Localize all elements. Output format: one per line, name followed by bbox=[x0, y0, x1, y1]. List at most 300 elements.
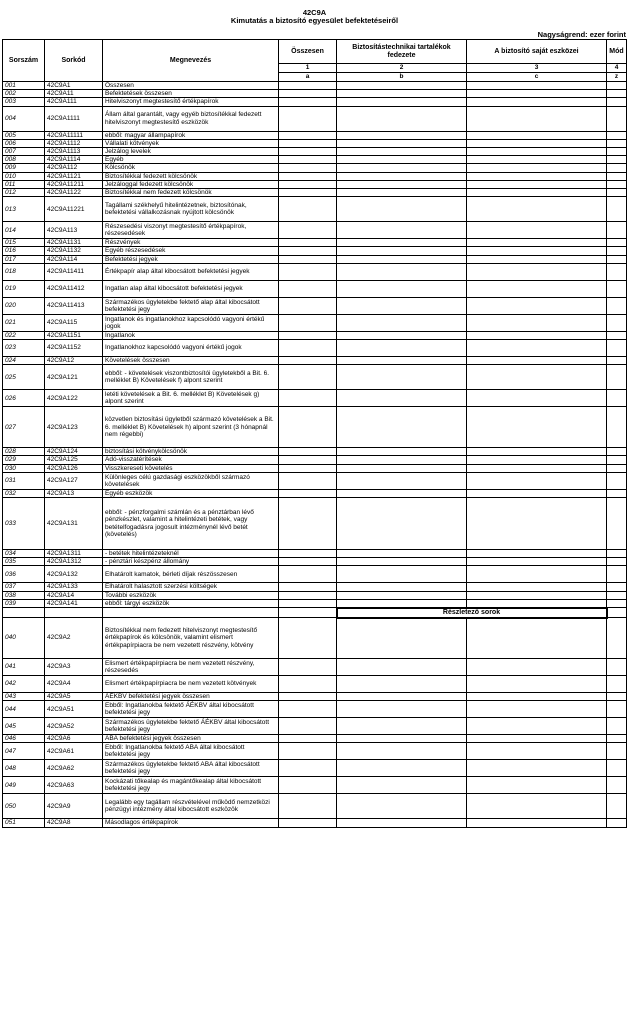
cell-tartalekok[interactable] bbox=[337, 297, 467, 314]
table-row bbox=[3, 489, 627, 497]
row-number: 010 bbox=[3, 172, 45, 180]
cell-sajat[interactable] bbox=[467, 390, 607, 407]
cell-osszesen[interactable] bbox=[279, 189, 337, 197]
cell-tartalekok[interactable] bbox=[337, 743, 467, 760]
cell-mod[interactable] bbox=[607, 583, 627, 591]
cell-osszesen[interactable] bbox=[279, 239, 337, 247]
row-name: Ingatlanokhoz kapcsolódó vagyoni értékű jogok bbox=[103, 340, 279, 357]
cell-sajat[interactable] bbox=[467, 489, 607, 497]
cell-osszesen[interactable] bbox=[279, 464, 337, 472]
cell-tartalekok[interactable] bbox=[337, 164, 467, 172]
table-row bbox=[3, 558, 627, 566]
cell-mod[interactable] bbox=[607, 448, 627, 456]
cell-osszesen[interactable] bbox=[279, 197, 337, 222]
cell-sajat[interactable] bbox=[467, 659, 607, 676]
cell-osszesen[interactable] bbox=[279, 777, 337, 794]
cell-sajat[interactable] bbox=[467, 550, 607, 558]
cell-osszesen[interactable] bbox=[279, 331, 337, 339]
cell-tartalekok[interactable] bbox=[337, 247, 467, 255]
cell-osszesen[interactable] bbox=[279, 693, 337, 701]
cell-osszesen[interactable] bbox=[279, 156, 337, 164]
cell-mod[interactable] bbox=[607, 718, 627, 735]
cell-mod[interactable] bbox=[607, 676, 627, 693]
cell-osszesen[interactable] bbox=[279, 172, 337, 180]
row-number: 004 bbox=[3, 106, 45, 131]
cell-tartalekok[interactable] bbox=[337, 390, 467, 407]
row-code: 42C9A11211 bbox=[45, 180, 103, 188]
cell-osszesen[interactable] bbox=[279, 566, 337, 583]
row-number: 037 bbox=[3, 583, 45, 591]
col-num-4: 4 bbox=[607, 64, 627, 73]
cell-tartalekok[interactable] bbox=[337, 489, 467, 497]
cell-tartalekok[interactable] bbox=[337, 280, 467, 297]
cell-tartalekok[interactable] bbox=[337, 197, 467, 222]
cell-tartalekok[interactable] bbox=[337, 131, 467, 139]
cell-sajat[interactable] bbox=[467, 558, 607, 566]
detail-header-row bbox=[3, 608, 627, 618]
cell-osszesen[interactable] bbox=[279, 148, 337, 156]
row-number: 032 bbox=[3, 489, 45, 497]
row-name: Kockázati tőkealap és magántőkealap által kibocsátott befektetési jegy bbox=[103, 777, 279, 794]
col-num-2: 2 bbox=[337, 64, 467, 73]
table-row bbox=[3, 156, 627, 164]
cell-osszesen[interactable] bbox=[279, 98, 337, 106]
cell-sajat[interactable] bbox=[467, 743, 607, 760]
cell-osszesen[interactable] bbox=[279, 255, 337, 263]
cell-tartalekok[interactable] bbox=[337, 760, 467, 777]
cell-mod[interactable] bbox=[607, 760, 627, 777]
cell-sajat[interactable] bbox=[467, 98, 607, 106]
cell-osszesen[interactable] bbox=[279, 760, 337, 777]
cell-osszesen[interactable] bbox=[279, 365, 337, 390]
cell-mod[interactable] bbox=[607, 599, 627, 607]
cell-sajat[interactable] bbox=[467, 90, 607, 98]
cell-tartalekok[interactable] bbox=[337, 693, 467, 701]
row-name: Visszkereseti követelés bbox=[103, 464, 279, 472]
row-number: 003 bbox=[3, 98, 45, 106]
cell-mod[interactable] bbox=[607, 297, 627, 314]
cell-mod[interactable] bbox=[607, 701, 627, 718]
cell-tartalekok[interactable] bbox=[337, 498, 467, 550]
table-body bbox=[3, 82, 627, 828]
cell-sajat[interactable] bbox=[467, 148, 607, 156]
cell-mod[interactable] bbox=[607, 693, 627, 701]
col-num-3: 3 bbox=[467, 64, 607, 73]
table-row bbox=[3, 314, 627, 331]
row-name: Biztosítékkal nem fedezett kölcsönök bbox=[103, 189, 279, 197]
cell-osszesen[interactable] bbox=[279, 819, 337, 827]
cell-mod[interactable] bbox=[607, 357, 627, 365]
cell-osszesen[interactable] bbox=[279, 82, 337, 90]
cell-mod[interactable] bbox=[607, 735, 627, 743]
cell-sajat[interactable] bbox=[467, 618, 607, 659]
row-code: 42C9A61 bbox=[45, 743, 103, 760]
cell-sajat[interactable] bbox=[467, 464, 607, 472]
row-number: 015 bbox=[3, 239, 45, 247]
row-name: Legalább egy tagállam részvételével működő nemzetközi pénzügyi intézmény által kibocsátott eszközök bbox=[103, 794, 279, 819]
cell-osszesen[interactable] bbox=[279, 448, 337, 456]
col-osszesen: Összesen bbox=[279, 40, 337, 64]
row-number: 026 bbox=[3, 390, 45, 407]
cell-mod[interactable] bbox=[607, 189, 627, 197]
cell-sajat[interactable] bbox=[467, 180, 607, 188]
table-row bbox=[3, 222, 627, 239]
cell-sajat[interactable] bbox=[467, 456, 607, 464]
col-sorkod: Sorkód bbox=[45, 40, 103, 82]
cell-osszesen[interactable] bbox=[279, 280, 337, 297]
cell-sajat[interactable] bbox=[467, 693, 607, 701]
gap-cell bbox=[45, 608, 103, 618]
cell-osszesen[interactable] bbox=[279, 583, 337, 591]
cell-mod[interactable] bbox=[607, 558, 627, 566]
row-code: 42C9A115 bbox=[45, 314, 103, 331]
cell-sajat[interactable] bbox=[467, 156, 607, 164]
row-code: 42C9A111 bbox=[45, 98, 103, 106]
cell-sajat[interactable] bbox=[467, 239, 607, 247]
cell-osszesen[interactable] bbox=[279, 90, 337, 98]
row-number: 029 bbox=[3, 456, 45, 464]
row-code: 42C9A1113 bbox=[45, 148, 103, 156]
cell-tartalekok[interactable] bbox=[337, 98, 467, 106]
cell-osszesen[interactable] bbox=[279, 180, 337, 188]
cell-sajat[interactable] bbox=[467, 357, 607, 365]
cell-tartalekok[interactable] bbox=[337, 156, 467, 164]
cell-tartalekok[interactable] bbox=[337, 139, 467, 147]
cell-sajat[interactable] bbox=[467, 340, 607, 357]
row-code: 42C9A11413 bbox=[45, 297, 103, 314]
cell-tartalekok[interactable] bbox=[337, 106, 467, 131]
row-number: 011 bbox=[3, 180, 45, 188]
cell-tartalekok[interactable] bbox=[337, 189, 467, 197]
cell-mod[interactable] bbox=[607, 172, 627, 180]
row-code: 42C9A63 bbox=[45, 777, 103, 794]
row-number: 041 bbox=[3, 659, 45, 676]
cell-mod[interactable] bbox=[607, 550, 627, 558]
cell-sajat[interactable] bbox=[467, 131, 607, 139]
cell-osszesen[interactable] bbox=[279, 222, 337, 239]
cell-tartalekok[interactable] bbox=[337, 90, 467, 98]
cell-tartalekok[interactable] bbox=[337, 659, 467, 676]
cell-osszesen[interactable] bbox=[279, 718, 337, 735]
row-name: Adó-visszatérítések bbox=[103, 456, 279, 464]
table-row bbox=[3, 189, 627, 197]
cell-sajat[interactable] bbox=[467, 82, 607, 90]
table-row bbox=[3, 735, 627, 743]
cell-sajat[interactable] bbox=[467, 263, 607, 280]
cell-osszesen[interactable] bbox=[279, 599, 337, 607]
row-number: 044 bbox=[3, 701, 45, 718]
cell-tartalekok[interactable] bbox=[337, 148, 467, 156]
row-number: 034 bbox=[3, 550, 45, 558]
cell-sajat[interactable] bbox=[467, 172, 607, 180]
row-code: 42C9A51 bbox=[45, 701, 103, 718]
cell-mod[interactable] bbox=[607, 659, 627, 676]
cell-tartalekok[interactable] bbox=[337, 550, 467, 558]
table-row bbox=[3, 331, 627, 339]
cell-sajat[interactable] bbox=[467, 222, 607, 239]
cell-sajat[interactable] bbox=[467, 472, 607, 489]
row-name: ÁÉKBV befektetési jegyek összesen bbox=[103, 693, 279, 701]
cell-sajat[interactable] bbox=[467, 777, 607, 794]
cell-mod[interactable] bbox=[607, 222, 627, 239]
cell-sajat[interactable] bbox=[467, 701, 607, 718]
cell-osszesen[interactable] bbox=[279, 314, 337, 331]
row-number: 022 bbox=[3, 331, 45, 339]
table-row bbox=[3, 255, 627, 263]
table-row bbox=[3, 297, 627, 314]
row-code: 42C9A1112 bbox=[45, 139, 103, 147]
row-number: 036 bbox=[3, 566, 45, 583]
table-row bbox=[3, 701, 627, 718]
cell-osszesen[interactable] bbox=[279, 701, 337, 718]
cell-mod[interactable] bbox=[607, 314, 627, 331]
table-row bbox=[3, 472, 627, 489]
cell-tartalekok[interactable] bbox=[337, 718, 467, 735]
cell-sajat[interactable] bbox=[467, 255, 607, 263]
cell-osszesen[interactable] bbox=[279, 550, 337, 558]
row-code: 42C9A1121 bbox=[45, 172, 103, 180]
cell-mod[interactable] bbox=[607, 239, 627, 247]
row-number: 017 bbox=[3, 255, 45, 263]
cell-mod[interactable] bbox=[607, 90, 627, 98]
row-code: 42C9A9 bbox=[45, 794, 103, 819]
cell-mod[interactable] bbox=[607, 464, 627, 472]
table-row bbox=[3, 390, 627, 407]
row-number: 001 bbox=[3, 82, 45, 90]
cell-tartalekok[interactable] bbox=[337, 407, 467, 448]
cell-mod[interactable] bbox=[607, 98, 627, 106]
cell-sajat[interactable] bbox=[467, 197, 607, 222]
row-name: Másodlagos értékpapírok bbox=[103, 819, 279, 827]
row-name: Részvények bbox=[103, 239, 279, 247]
cell-osszesen[interactable] bbox=[279, 498, 337, 550]
cell-osszesen[interactable] bbox=[279, 659, 337, 676]
table-row bbox=[3, 106, 627, 131]
cell-tartalekok[interactable] bbox=[337, 599, 467, 607]
row-number: 014 bbox=[3, 222, 45, 239]
cell-sajat[interactable] bbox=[467, 407, 607, 448]
cell-mod[interactable] bbox=[607, 390, 627, 407]
cell-tartalekok[interactable] bbox=[337, 701, 467, 718]
cell-mod[interactable] bbox=[607, 139, 627, 147]
cell-mod[interactable] bbox=[607, 365, 627, 390]
row-code: 42C9A2 bbox=[45, 618, 103, 659]
row-name: ebből: magyar állampapírok bbox=[103, 131, 279, 139]
cell-tartalekok[interactable] bbox=[337, 464, 467, 472]
cell-tartalekok[interactable] bbox=[337, 448, 467, 456]
cell-osszesen[interactable] bbox=[279, 357, 337, 365]
cell-mod[interactable] bbox=[607, 263, 627, 280]
cell-mod[interactable] bbox=[607, 255, 627, 263]
cell-mod[interactable] bbox=[607, 819, 627, 827]
cell-mod[interactable] bbox=[607, 743, 627, 760]
cell-osszesen[interactable] bbox=[279, 106, 337, 131]
cell-osszesen[interactable] bbox=[279, 618, 337, 659]
cell-tartalekok[interactable] bbox=[337, 365, 467, 390]
row-code: 42C9A11221 bbox=[45, 197, 103, 222]
row-number: 046 bbox=[3, 735, 45, 743]
form-code: 42C9A bbox=[302, 8, 327, 17]
cell-mod[interactable] bbox=[607, 106, 627, 131]
cell-sajat[interactable] bbox=[467, 566, 607, 583]
cell-sajat[interactable] bbox=[467, 794, 607, 819]
cell-mod[interactable] bbox=[607, 197, 627, 222]
table-row bbox=[3, 448, 627, 456]
cell-osszesen[interactable] bbox=[279, 164, 337, 172]
cell-osszesen[interactable] bbox=[279, 794, 337, 819]
cell-sajat[interactable] bbox=[467, 819, 607, 827]
cell-sajat[interactable] bbox=[467, 365, 607, 390]
cell-tartalekok[interactable] bbox=[337, 357, 467, 365]
cell-sajat[interactable] bbox=[467, 280, 607, 297]
cell-osszesen[interactable] bbox=[279, 591, 337, 599]
row-number: 039 bbox=[3, 599, 45, 607]
cell-mod[interactable] bbox=[607, 156, 627, 164]
row-name: Hitelviszonyt megtestesítő értékpapírok bbox=[103, 98, 279, 106]
cell-tartalekok[interactable] bbox=[337, 255, 467, 263]
cell-tartalekok[interactable] bbox=[337, 583, 467, 591]
row-name: Egyéb részesedések bbox=[103, 247, 279, 255]
cell-sajat[interactable] bbox=[467, 735, 607, 743]
cell-osszesen[interactable] bbox=[279, 558, 337, 566]
cell-mod[interactable] bbox=[607, 591, 627, 599]
cell-tartalekok[interactable] bbox=[337, 472, 467, 489]
cell-mod[interactable] bbox=[607, 456, 627, 464]
cell-tartalekok[interactable] bbox=[337, 331, 467, 339]
cell-mod[interactable] bbox=[607, 489, 627, 497]
cell-osszesen[interactable] bbox=[279, 456, 337, 464]
cell-tartalekok[interactable] bbox=[337, 456, 467, 464]
cell-mod[interactable] bbox=[607, 131, 627, 139]
cell-osszesen[interactable] bbox=[279, 735, 337, 743]
row-number: 051 bbox=[3, 819, 45, 827]
cell-mod[interactable] bbox=[607, 566, 627, 583]
cell-osszesen[interactable] bbox=[279, 676, 337, 693]
cell-tartalekok[interactable] bbox=[337, 558, 467, 566]
row-code: 42C9A52 bbox=[45, 718, 103, 735]
cell-osszesen[interactable] bbox=[279, 489, 337, 497]
cell-tartalekok[interactable] bbox=[337, 566, 467, 583]
cell-sajat[interactable] bbox=[467, 331, 607, 339]
cell-osszesen[interactable] bbox=[279, 297, 337, 314]
cell-sajat[interactable] bbox=[467, 760, 607, 777]
row-name: Származékos ügyletekbe fektető ABA által kibocsátott befektetési jegy bbox=[103, 760, 279, 777]
row-code: 42C9A5 bbox=[45, 693, 103, 701]
cell-sajat[interactable] bbox=[467, 583, 607, 591]
cell-tartalekok[interactable] bbox=[337, 180, 467, 188]
cell-sajat[interactable] bbox=[467, 297, 607, 314]
cell-tartalekok[interactable] bbox=[337, 618, 467, 659]
cell-mod[interactable] bbox=[607, 280, 627, 297]
detail-section-title: Részletező sorok bbox=[337, 608, 607, 618]
table-row bbox=[3, 131, 627, 139]
cell-sajat[interactable] bbox=[467, 448, 607, 456]
row-name: - betétek hitelintézeteknél bbox=[103, 550, 279, 558]
cell-osszesen[interactable] bbox=[279, 247, 337, 255]
cell-mod[interactable] bbox=[607, 498, 627, 550]
cell-sajat[interactable] bbox=[467, 591, 607, 599]
cell-tartalekok[interactable] bbox=[337, 172, 467, 180]
cell-osszesen[interactable] bbox=[279, 139, 337, 147]
row-name: Értékpapír alap által kibocsátott befektetési jegyek bbox=[103, 263, 279, 280]
cell-sajat[interactable] bbox=[467, 189, 607, 197]
cell-osszesen[interactable] bbox=[279, 131, 337, 139]
row-code: 42C9A1312 bbox=[45, 558, 103, 566]
table-row bbox=[3, 180, 627, 188]
cell-tartalekok[interactable] bbox=[337, 263, 467, 280]
table-row bbox=[3, 139, 627, 147]
cell-tartalekok[interactable] bbox=[337, 340, 467, 357]
cell-mod[interactable] bbox=[607, 247, 627, 255]
cell-tartalekok[interactable] bbox=[337, 591, 467, 599]
cell-mod[interactable] bbox=[607, 331, 627, 339]
table-row bbox=[3, 464, 627, 472]
cell-sajat[interactable] bbox=[467, 599, 607, 607]
row-name: Származékos ügyletekbe fektető alap által kibocsátott befektetési jegy bbox=[103, 297, 279, 314]
cell-sajat[interactable] bbox=[467, 676, 607, 693]
row-code: 42C9A113 bbox=[45, 222, 103, 239]
row-name: - pénztári készpénz állomány bbox=[103, 558, 279, 566]
cell-osszesen[interactable] bbox=[279, 263, 337, 280]
cell-sajat[interactable] bbox=[467, 106, 607, 131]
cell-mod[interactable] bbox=[607, 407, 627, 448]
cell-mod[interactable] bbox=[607, 82, 627, 90]
cell-mod[interactable] bbox=[607, 618, 627, 659]
row-name: Jelzálog levelek bbox=[103, 148, 279, 156]
cell-tartalekok[interactable] bbox=[337, 777, 467, 794]
cell-tartalekok[interactable] bbox=[337, 794, 467, 819]
cell-sajat[interactable] bbox=[467, 247, 607, 255]
cell-tartalekok[interactable] bbox=[337, 735, 467, 743]
cell-sajat[interactable] bbox=[467, 139, 607, 147]
row-name: Elhatárolt kamatok, bérleti díjak részösszesen bbox=[103, 566, 279, 583]
cell-sajat[interactable] bbox=[467, 718, 607, 735]
cell-mod[interactable] bbox=[607, 777, 627, 794]
cell-mod[interactable] bbox=[607, 794, 627, 819]
cell-osszesen[interactable] bbox=[279, 743, 337, 760]
row-code: 42C9A62 bbox=[45, 760, 103, 777]
cell-tartalekok[interactable] bbox=[337, 82, 467, 90]
cell-tartalekok[interactable] bbox=[337, 239, 467, 247]
cell-tartalekok[interactable] bbox=[337, 222, 467, 239]
cell-mod[interactable] bbox=[607, 180, 627, 188]
cell-tartalekok[interactable] bbox=[337, 676, 467, 693]
cell-sajat[interactable] bbox=[467, 314, 607, 331]
row-code: 42C9A126 bbox=[45, 464, 103, 472]
row-name: Elismert értékpapírpiacra be nem vezetett részvény, részesedés bbox=[103, 659, 279, 676]
cell-tartalekok[interactable] bbox=[337, 314, 467, 331]
cell-mod[interactable] bbox=[607, 148, 627, 156]
col-let-z: z bbox=[607, 73, 627, 82]
col-sorszam: Sorszám bbox=[3, 40, 45, 82]
cell-osszesen[interactable] bbox=[279, 472, 337, 489]
cell-osszesen[interactable] bbox=[279, 390, 337, 407]
cell-mod[interactable] bbox=[607, 340, 627, 357]
cell-osszesen[interactable] bbox=[279, 407, 337, 448]
table-row bbox=[3, 618, 627, 659]
table-row bbox=[3, 566, 627, 583]
row-name: Összesen bbox=[103, 82, 279, 90]
row-name: Származékos ügyletekbe fektető ÁÉKBV által kibocsátott befektetési jegy bbox=[103, 718, 279, 735]
cell-osszesen[interactable] bbox=[279, 340, 337, 357]
cell-sajat[interactable] bbox=[467, 164, 607, 172]
cell-tartalekok[interactable] bbox=[337, 819, 467, 827]
cell-mod[interactable] bbox=[607, 472, 627, 489]
row-code: 42C9A124 bbox=[45, 448, 103, 456]
row-code: 42C9A125 bbox=[45, 456, 103, 464]
cell-sajat[interactable] bbox=[467, 498, 607, 550]
cell-mod[interactable] bbox=[607, 164, 627, 172]
